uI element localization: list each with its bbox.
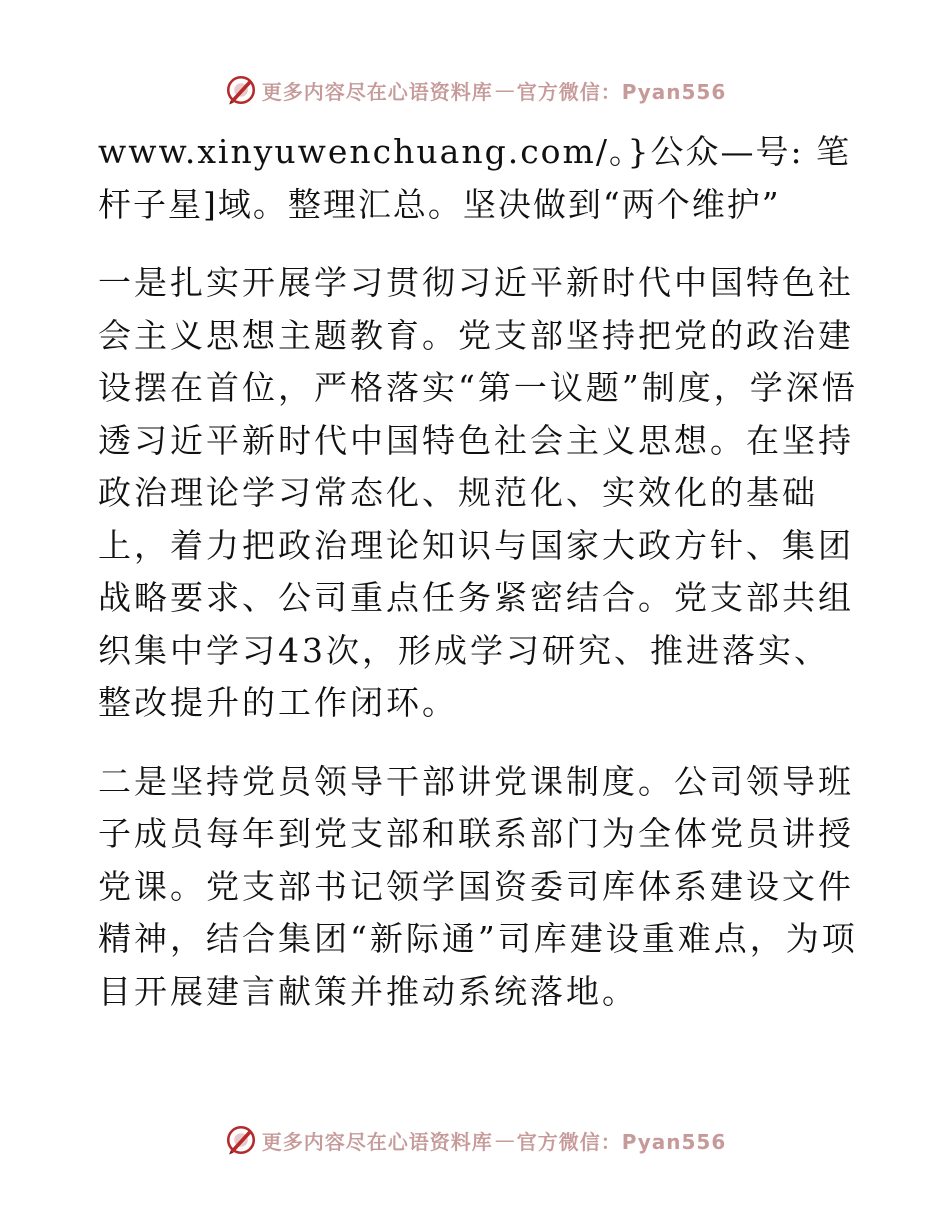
footer-banner (0, 1120, 950, 1160)
header-banner-text: 更多内容尽在心语资料库 (261, 79, 493, 104)
footer-banner-text: 更多内容尽在心语资料库 (261, 1129, 493, 1154)
header-banner-separator: — (494, 78, 515, 102)
document-body (98, 126, 858, 1018)
brand-logo-icon (224, 73, 258, 107)
paragraph-two: 二是坚持党员领导干部讲党课制度。公司领导班子成员每年到党支部和联系部门为全体党员讲授党课。党支部书记领学国资委司库体系建设文件精神，结合集团“新际通”司库建设重难点，为项目开展建言献策并推动系统落地。 (98, 761, 858, 1011)
footer-banner-contact: 官方微信：Pyan556 (516, 1129, 727, 1154)
footer-banner-separator: — (494, 1128, 515, 1152)
header-banner (0, 70, 950, 110)
paragraph-one: 一是扎实开展学习贯彻习近平新时代中国特色社会主义思想主题教育。党支部坚持把党的政治建设摆在首位，严格落实“第一议题”制度，学深悟透习近平新时代中国特色社会主义思想。在坚持政治理论学习常态化、规范化、实效化的基础上，着力把政治理论知识与国家大政方针、集团战略要求、公司重点任务紧密结合。党支部共组织集中学习43次，形成学习研究、推进落实、整改提升的工作闭环。 (98, 263, 858, 722)
header-banner-contact: 官方微信：Pyan556 (516, 79, 727, 104)
paragraph-intro: www.xinyuwenchuang.com/。}公众—号: 笔杆子星]域。整理汇总。坚决做到“两个维护” (98, 132, 852, 224)
brand-logo-icon (224, 1123, 258, 1157)
